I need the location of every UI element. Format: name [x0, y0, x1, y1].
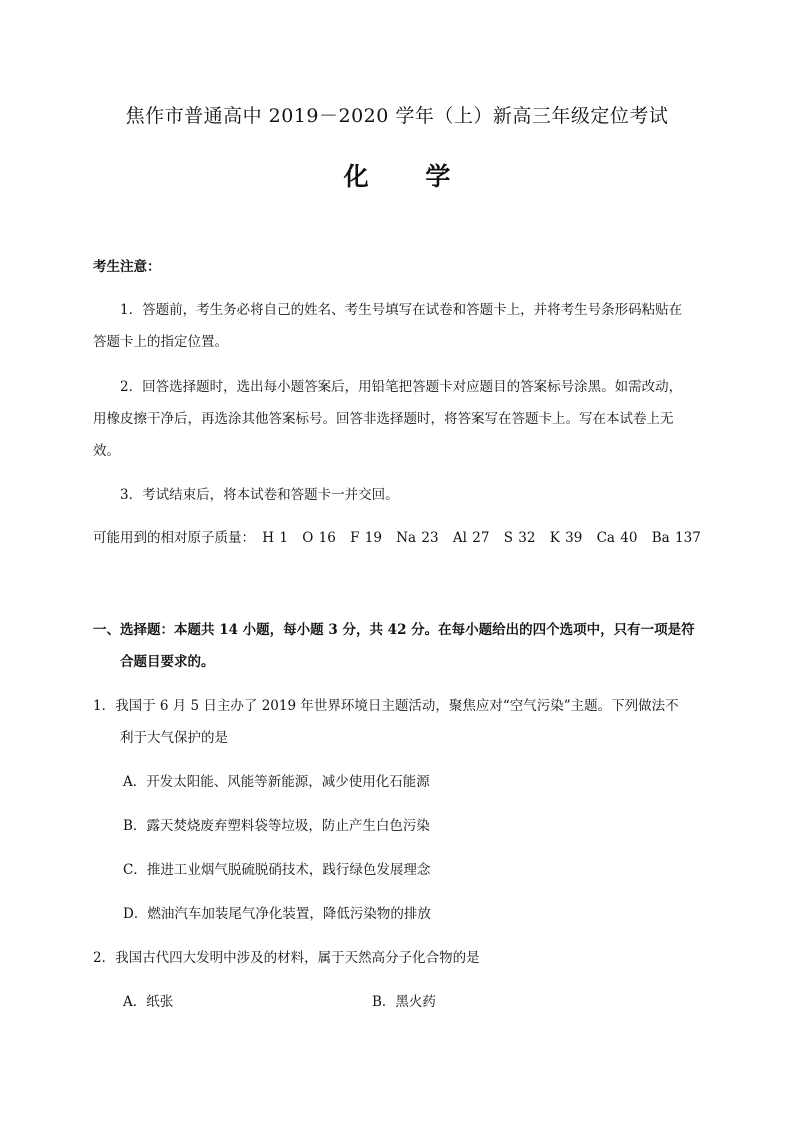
atomic-mass-al: Al 27	[452, 530, 490, 546]
atomic-mass-f: F 19	[350, 530, 382, 546]
q2-stem: 2．我国古代四大发明中涉及的材料，属于天然高分子化合物的是	[93, 950, 480, 966]
atomic-mass-o: O 16	[302, 530, 336, 546]
exam-title: 焦作市普通高中 2019－2020 学年（上）新高三年级定位考试	[125, 105, 669, 127]
atomic-mass-k: K 39	[549, 530, 583, 546]
section-1-heading-line-1: 一、选择题：本题共 14 小题，每小题 3 分，共 42 分。在每小题给出的四个选项中，只有一项是符	[93, 622, 695, 638]
atomic-mass-na: Na 23	[396, 530, 439, 546]
exam-subject: 化 学	[343, 162, 475, 191]
q2-option-a: A．纸张	[123, 994, 174, 1010]
section-1-heading-line-2: 合题目要求的。	[120, 654, 215, 670]
atomic-masses-label: 可能用到的相对原子质量：	[93, 530, 255, 546]
atomic-mass-s: S 32	[503, 530, 536, 546]
notice-item-2-line-2: 用橡皮擦干净后，再选涂其他答案标号。回答非选择题时，将答案写在答题卡上。写在本试卷上无	[93, 411, 674, 427]
atomic-masses	[93, 528, 710, 548]
notice-item-2-line-1: 2．回答选择题时，选出每小题答案后，用铅笔把答题卡对应题目的答案标号涂黑。如需改动，	[120, 379, 683, 395]
q1-stem-line-2: 利于大气保护的是	[120, 730, 228, 746]
atomic-mass-ca: Ca 40	[596, 530, 638, 546]
q1-option-c: C．推进工业烟气脱硫脱硝技术，践行绿色发展理念	[123, 862, 431, 878]
q1-option-b: B．露天焚烧废弃塑料袋等垃圾，防止产生白色污染	[123, 818, 430, 834]
q2-option-b: B．黑火药	[372, 994, 436, 1010]
notice-item-1-line-2: 答题卡上的指定位置。	[93, 334, 228, 350]
q1-option-d: D．燃油汽车加装尾气净化装置，降低污染物的排放	[123, 906, 431, 922]
notice-item-3: 3．考试结束后，将本试卷和答题卡一并交回。	[120, 487, 399, 503]
atomic-mass-ba: Ba 137	[651, 530, 701, 546]
notice-heading: 考生注意：	[93, 259, 161, 275]
atomic-mass-h: H 1	[262, 530, 288, 546]
q1-stem-line-1: 1．我国于 6 月 5 日主办了 2019 年世界环境日主题活动，聚焦应对“空气污染”主题。下列做法不	[93, 698, 679, 714]
notice-item-2-line-3: 效。	[93, 443, 120, 459]
q1-option-a: A．开发太阳能、风能等新能源，减少使用化石能源	[123, 774, 430, 790]
notice-item-1-line-1: 1．答题前，考生务必将自己的姓名、考生号填写在试卷和答题卡上，并将考生号条形码粘贴在	[120, 302, 683, 318]
